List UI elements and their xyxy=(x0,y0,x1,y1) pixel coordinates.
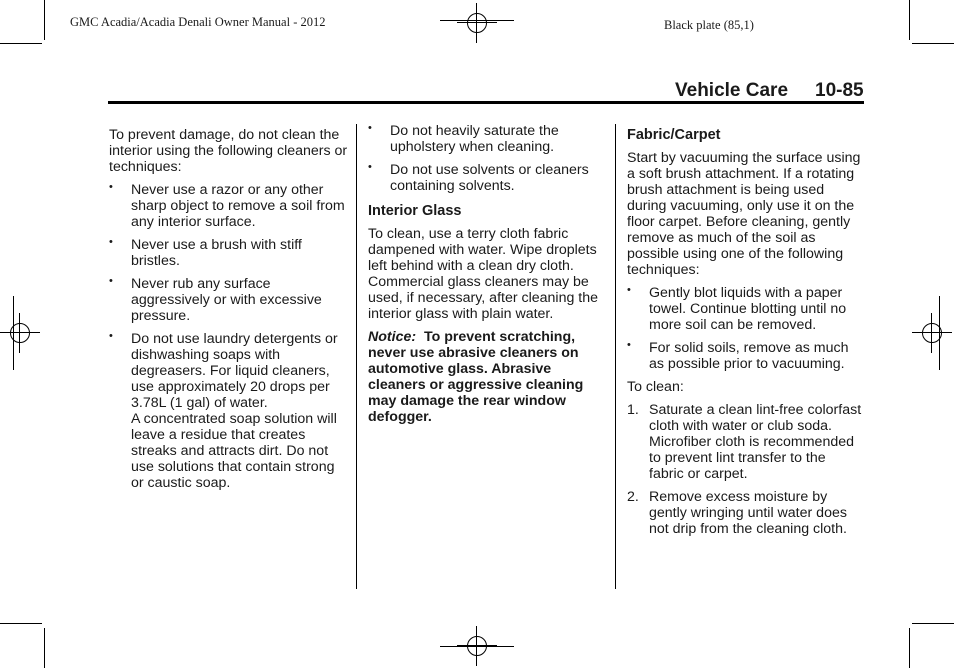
bullet-list xyxy=(109,182,349,491)
bullet-icon: • xyxy=(368,161,372,173)
section-heading: Interior Glass xyxy=(368,203,462,219)
crop-mark xyxy=(909,0,910,40)
list-item: • Do not use solvents or cleaners containing solvents. xyxy=(368,161,589,194)
column-3 xyxy=(627,127,863,544)
intro-text: To prevent damage, do not clean the interior using the following cleaners or techniques: xyxy=(109,127,348,175)
crop-mark xyxy=(0,43,42,44)
registration-mark-icon xyxy=(457,626,497,666)
plate-label: Black plate (85,1) xyxy=(664,18,754,32)
list-item: 1. Saturate a clean lint-free colorfast cloth with water or club soda. Microfiber cloth is recommended to prevent lint transfer to the fabric or carpet. xyxy=(627,402,862,482)
bullet-list xyxy=(368,123,608,194)
manual-title: GMC Acadia/Acadia Denali Owner Manual - 2012 xyxy=(70,15,326,29)
notice-text: To prevent scratching, never use abrasive cleaners on automotive glass. Abrasive cleaners or aggressive cleaning may damage the rear window defogger. xyxy=(368,329,584,425)
bullet-icon: • xyxy=(109,275,113,287)
crop-mark xyxy=(912,43,954,44)
list-item: • Do not heavily saturate the upholstery when cleaning. xyxy=(368,122,559,155)
bullet-icon: • xyxy=(627,284,631,296)
list-item: 2. Remove excess moisture by gently wringing until water does not drip from the cleaning cloth. xyxy=(627,489,847,537)
bullet-icon: • xyxy=(109,330,113,342)
header-rule xyxy=(108,101,864,104)
registration-mark-icon xyxy=(912,313,952,353)
bullet-icon: • xyxy=(109,236,113,248)
numbered-list xyxy=(627,402,863,537)
body-text: To clean, use a terry cloth fabric dampened with water. Wipe droplets left behind with a clean dry cloth. Commercial glass cleaners may be used, if necessary, after cleaning the interior glass with plain water. xyxy=(368,226,599,322)
crop-mark xyxy=(909,628,910,668)
crop-mark xyxy=(44,628,45,668)
list-item-continuation: A concentrated soap solution will leave a residue that creates streaks and attracts dirt. Do not use solutions that contain strong or caustic soap. xyxy=(131,411,337,491)
list-item: • Never use a razor or any other sharp object to remove a soil from any interior surface. xyxy=(109,181,345,230)
column-divider xyxy=(356,124,357,589)
crop-mark xyxy=(912,623,954,624)
registration-mark-icon xyxy=(457,3,497,43)
bullet-icon: • xyxy=(368,122,372,134)
bullet-list xyxy=(627,285,863,372)
list-item: • Never use a brush with stiff bristles. xyxy=(109,236,302,269)
to-clean-label: To clean: xyxy=(627,379,684,395)
column-1 xyxy=(109,127,349,498)
intro-text: Start by vacuuming the surface using a soft brush attachment. If a rotating brush attachment is being used during vacuuming, only use it on the floor carpet. Before cleaning, gently remove as much of the soil as possible using one of the following techniques: xyxy=(627,150,861,278)
column-2 xyxy=(368,123,608,432)
column-divider xyxy=(615,124,616,589)
step-number: 2. xyxy=(627,489,639,505)
bullet-icon: • xyxy=(627,339,631,351)
list-item: • For solid soils, remove as much as possible prior to vacuuming. xyxy=(627,339,849,372)
notice xyxy=(368,329,608,425)
list-item: • Gently blot liquids with a paper towel. Continue blotting until no more soil can be removed. xyxy=(627,284,847,333)
bullet-icon: • xyxy=(109,181,113,193)
notice-label: Notice: xyxy=(368,329,417,345)
list-item: • Do not use laundry detergents or dishwashing soaps with degreasers. For liquid cleaners, use approximately 20 drops per 3.78L (1 gal) of water. A concentrated soap solution will leave a residue that creates streaks and attracts dirt. Do not use solutions that contain strong or caustic soap. xyxy=(109,330,338,491)
section-title: Vehicle Care xyxy=(675,80,789,101)
section-heading: Fabric/Carpet xyxy=(627,127,721,143)
step-number: 1. xyxy=(627,402,639,418)
registration-mark-icon xyxy=(0,313,40,353)
crop-mark xyxy=(44,0,45,40)
page-number: 10-85 xyxy=(815,80,864,101)
crop-mark xyxy=(0,623,42,624)
list-item: • Never rub any surface aggressively or with excessive pressure. xyxy=(109,275,322,324)
